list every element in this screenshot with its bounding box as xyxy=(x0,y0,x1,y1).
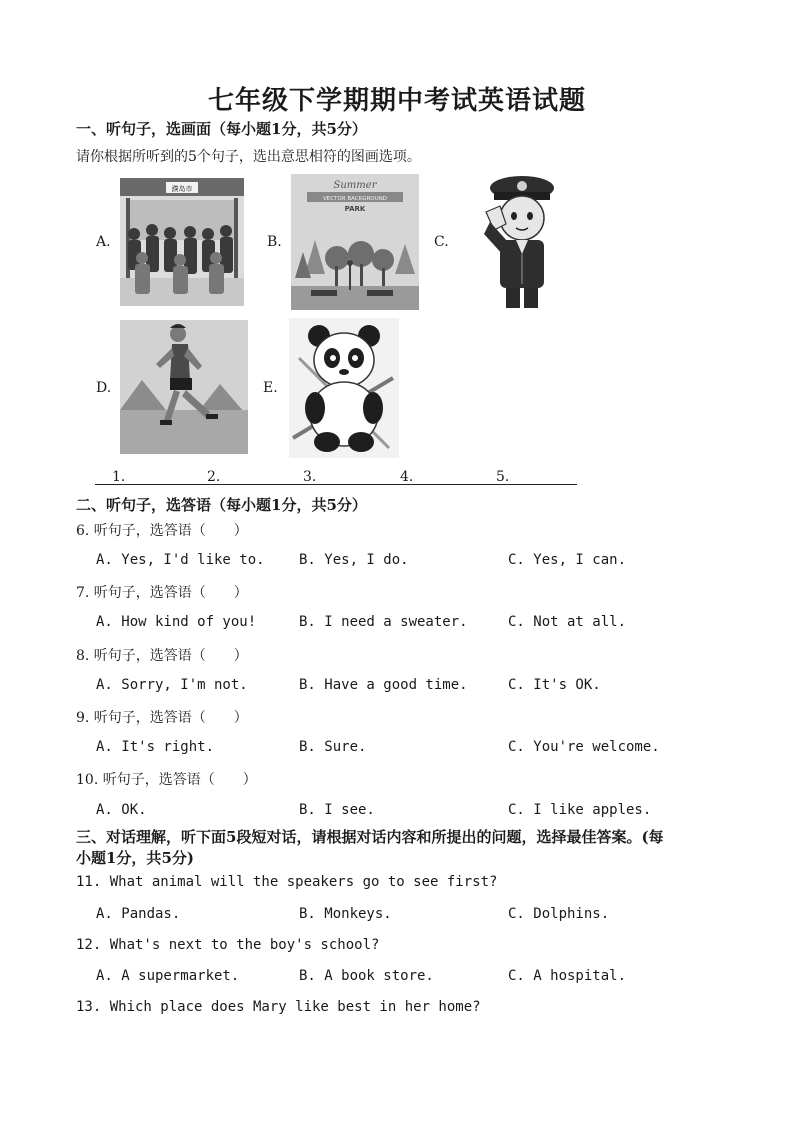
section3-heading-line1: 三、对话理解，听下面5段短对话，请根据对话内容和所提出的问题，选择最佳答案。(每 xyxy=(76,828,664,846)
q12-option-b: B. A book store. xyxy=(299,968,434,984)
q7-option-c: C. Not at all. xyxy=(508,614,627,630)
blank-5: 5. xyxy=(496,469,510,485)
banner-text: VECTOR BACKGROUND xyxy=(322,196,388,202)
park-text: PARK xyxy=(344,205,366,213)
picture-a-station xyxy=(120,178,244,306)
station-sign-text: 濮岛市 xyxy=(171,185,193,193)
q10-option-a: A. OK. xyxy=(96,802,147,818)
answer-underline xyxy=(95,484,577,485)
option-label-a: A. xyxy=(96,234,111,250)
q8-option-a: A. Sorry, I'm not. xyxy=(96,677,248,693)
question-7: 7. 听句子，选答语（ ） xyxy=(76,585,248,601)
option-label-b: B. xyxy=(267,234,282,250)
q12-option-c: C. A hospital. xyxy=(508,968,627,984)
section2-heading: 二、听句子，选答语（每小题1分，共5分） xyxy=(76,496,367,514)
question-13: 13. Which place does Mary like best in her home? xyxy=(76,999,481,1015)
q6-option-b: B. Yes, I do. xyxy=(299,552,409,568)
q11-option-b: B. Monkeys. xyxy=(299,906,392,922)
q10-option-c: C. I like apples. xyxy=(508,802,652,818)
q8-option-b: B. Have a good time. xyxy=(299,677,468,693)
q7-option-a: A. How kind of you! xyxy=(96,614,257,630)
question-6: 6. 听句子，选答语（ ） xyxy=(76,523,248,539)
question-11: 11. What animal will the speakers go to see first? xyxy=(76,874,498,890)
blank-4: 4. xyxy=(400,469,414,485)
question-8: 8. 听句子，选答语（ ） xyxy=(76,648,248,664)
blank-3: 3. xyxy=(303,469,317,485)
q7-option-b: B. I need a sweater. xyxy=(299,614,468,630)
q6-option-c: C. Yes, I can. xyxy=(508,552,627,568)
q10-option-b: B. I see. xyxy=(299,802,375,818)
q11-option-c: C. Dolphins. xyxy=(508,906,610,922)
blank-2: 2. xyxy=(207,469,221,485)
picture-b-park xyxy=(291,174,419,310)
option-label-c: C. xyxy=(434,234,449,250)
picture-e-panda xyxy=(289,318,399,458)
picture-c-police xyxy=(478,172,562,312)
page-title: 七年级下学期期中考试英语试题 xyxy=(207,86,586,116)
q9-option-a: A. It's right. xyxy=(96,739,215,755)
section3-heading-line2: 小题1分，共5分) xyxy=(76,849,194,867)
picture-d-runner xyxy=(120,320,248,454)
question-9: 9. 听句子，选答语（ ） xyxy=(76,710,248,726)
section1-instruction: 请你根据所听到的5个句子，选出意思相符的图画选项。 xyxy=(76,149,421,165)
q6-option-a: A. Yes, I'd like to. xyxy=(96,552,265,568)
option-label-e: E. xyxy=(263,380,278,396)
q12-option-a: A. A supermarket. xyxy=(96,968,240,984)
q9-option-b: B. Sure. xyxy=(299,739,367,755)
summer-text: Summer xyxy=(333,180,377,191)
option-label-d: D. xyxy=(96,380,112,396)
q9-option-c: C. You're welcome. xyxy=(508,739,660,755)
section1-heading: 一、听句子，选画面（每小题1分，共5分） xyxy=(76,120,367,138)
question-12: 12. What's next to the boy's school? xyxy=(76,937,380,953)
question-10: 10. 听句子，选答语（ ） xyxy=(76,772,257,788)
q8-option-c: C. It's OK. xyxy=(508,677,601,693)
blank-1: 1. xyxy=(112,469,126,485)
q11-option-a: A. Pandas. xyxy=(96,906,181,922)
